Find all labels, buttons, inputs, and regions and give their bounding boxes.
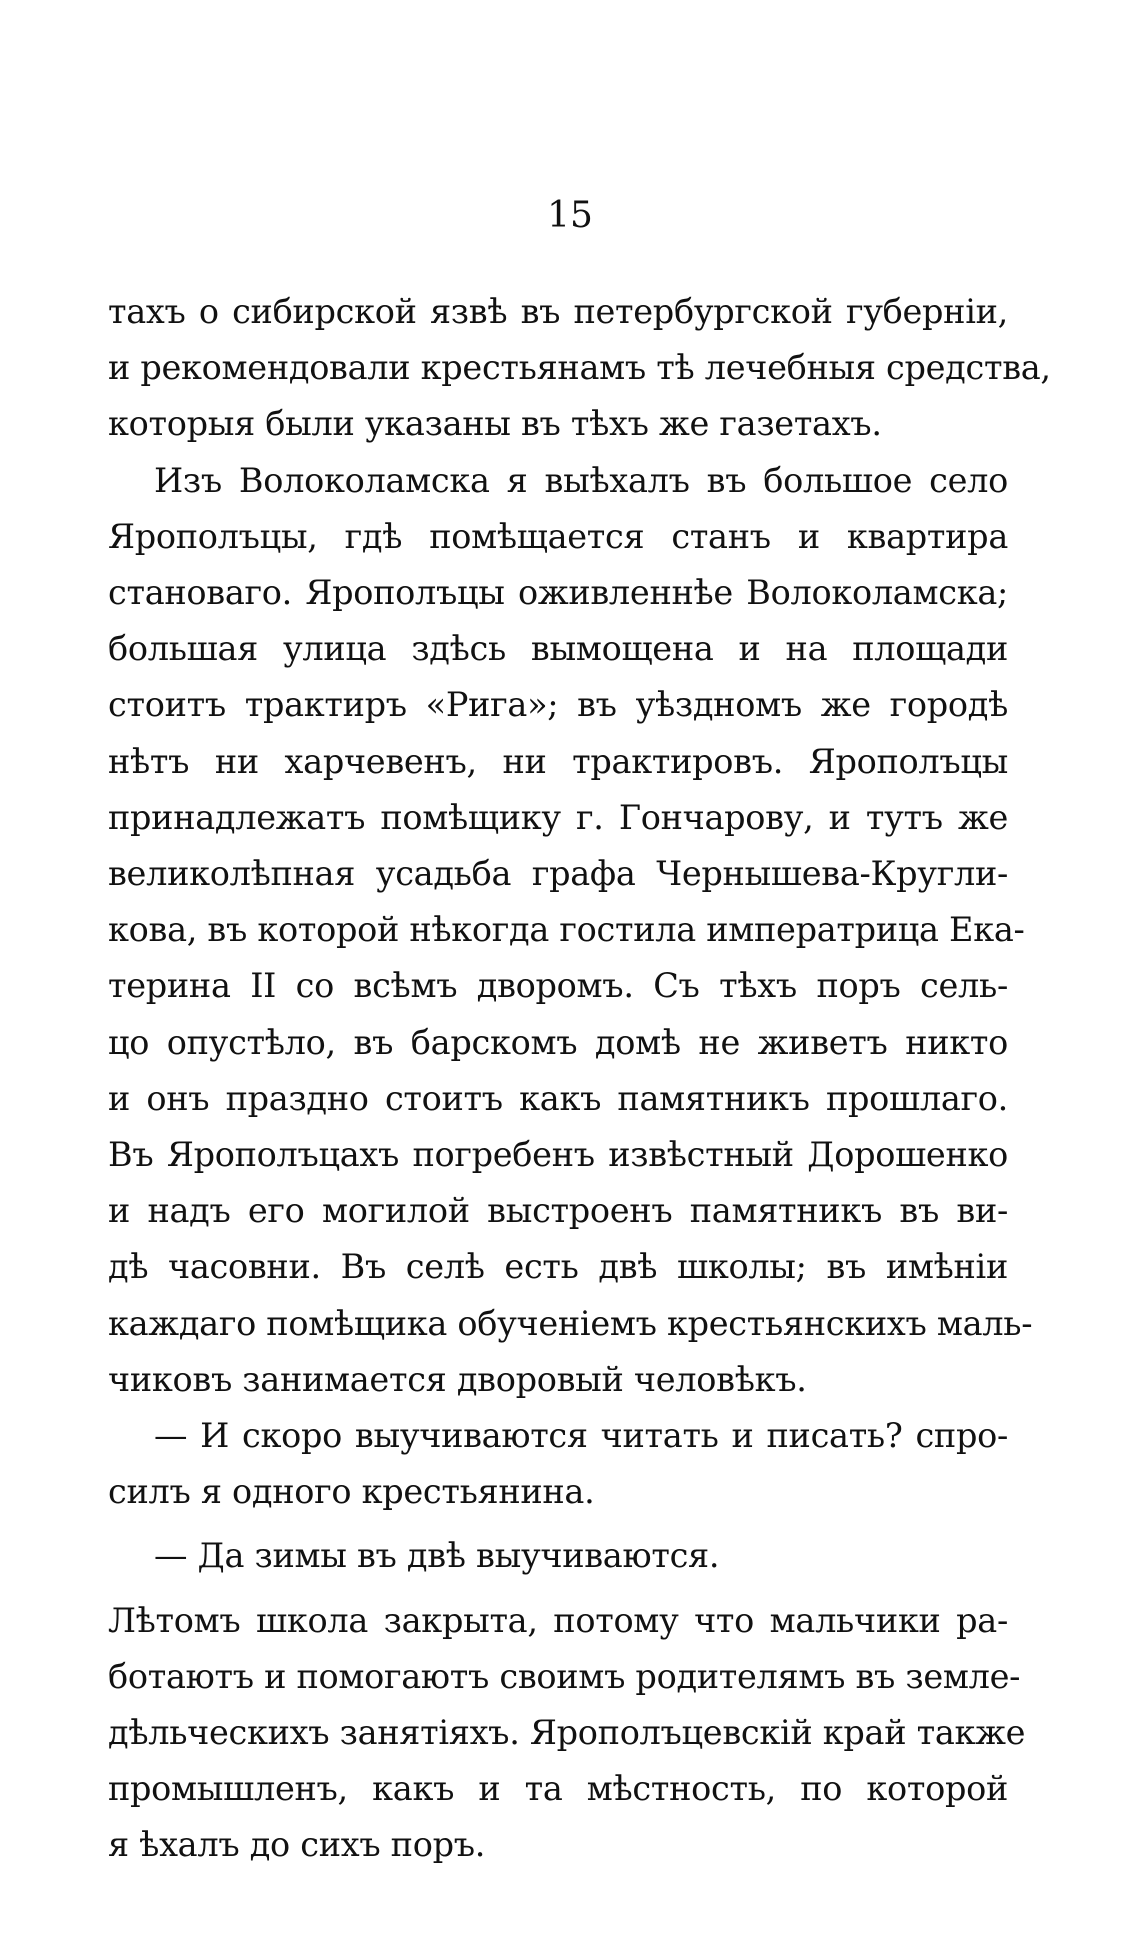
text-line: тахъ о сибирской язвѣ въ петербургской губерніи, [108, 292, 1008, 331]
text-line: принадлежатъ помѣщику г. Гончарову, и тутъ же [108, 797, 1008, 837]
page-number: 15 [547, 195, 593, 236]
text-line: кова, въ которой нѣкогда гостила императрица Ека- [108, 910, 1025, 950]
dialogue-line: — И скоро выучиваются читать и писать? спро- [154, 1416, 1008, 1456]
text-line: большая улица здѣсь вымощена и на площади [108, 629, 1008, 669]
text-line: Въ Ярополъцахъ погребенъ извѣстный Дорошенко [108, 1135, 1008, 1175]
text-line: чиковъ занимается дворовый человѣкъ. [108, 1359, 807, 1399]
text-line: терина II со всѣмъ дворомъ. Съ тѣхъ поръ сель- [108, 966, 1008, 1006]
text-line: становаго. Ярополъцы оживленнѣе Волоколамска; [108, 573, 1008, 613]
body-text [108, 284, 1051, 1874]
text-line: Ярополъцы, гдѣ помѣщается станъ и квартира [108, 516, 1008, 556]
text-line: промышленъ, какъ и та мѣстность, по которой [108, 1769, 1008, 1809]
text-line: и рекомендовали крестьянамъ тѣ лечебныя средства, [108, 348, 1051, 388]
text-line: и онъ праздно стоитъ какъ памятникъ прошлаго. [108, 1078, 1008, 1118]
text-line: дѣльческихъ занятіяхъ. Ярополъцевскій край также [108, 1713, 1026, 1753]
text-line: Лѣтомъ школа закрыта, потому что мальчики ра- [108, 1600, 1008, 1640]
text-line: Изъ Волоколамска я выѣхалъ въ большое село [154, 460, 1008, 500]
text-line: каждаго помѣщика обученіемъ крестьянскихъ маль- [108, 1303, 1033, 1343]
text-line: я ѣхалъ до сихъ поръ. [108, 1825, 486, 1865]
text-line: дѣ часовни. Въ селѣ есть двѣ школы; въ имѣніи [108, 1247, 1008, 1287]
text-line: которыя были указаны въ тѣхъ же газетахъ. [108, 404, 882, 444]
text-line: великолѣпная усадьба графа Чернышева-Кругли- [108, 854, 1008, 894]
dialogue-line: силъ я одного крестьянина. [108, 1472, 595, 1512]
text-line: цо опустѣло, въ барскомъ домѣ не живетъ никто [108, 1022, 1008, 1062]
text-line: и надъ его могилой выстроенъ памятникъ въ ви- [108, 1191, 1008, 1231]
dialogue-line: — Да зимы въ двѣ выучиваются. [154, 1536, 720, 1576]
text-line: нѣтъ ни харчевенъ, ни трактировъ. Ярополъцы [108, 741, 1008, 781]
text-line: стоитъ трактиръ «Рига»; въ уѣздномъ же городѣ [108, 685, 1008, 725]
text-line: ботаютъ и помогаютъ своимъ родителямъ въ земле- [108, 1656, 1021, 1696]
